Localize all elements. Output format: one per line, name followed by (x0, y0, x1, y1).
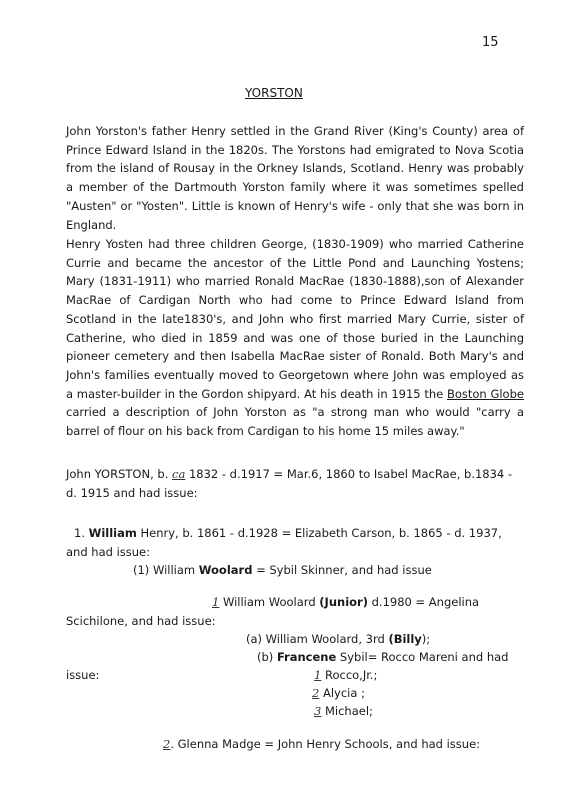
william-name: William (88, 526, 137, 540)
glenna-entry (163, 737, 480, 751)
child2-name: Alycia ; (319, 686, 365, 700)
wj-prefix: William Woolard (219, 595, 320, 609)
child1-number: 1 (314, 668, 322, 682)
circa-note: ca (172, 467, 186, 481)
page-title: YORSTON (245, 86, 303, 100)
page-number: 15 (482, 35, 499, 50)
billy-prefix: (a) William Woolard, 3rd (246, 632, 389, 646)
child-michael (314, 704, 373, 718)
john-yorston-issue: d. 1915 and had issue: (66, 486, 198, 500)
ww-details: = Sybil Skinner, and had issue (252, 563, 432, 577)
family-paragraph-end: carried a description of John Yorston as "a strong man who would "carry a barrel of flour on his back from Cardigan to his home 15 miles away." (66, 405, 524, 439)
child2-number: 2 (312, 686, 320, 700)
intro-paragraph: John Yorston's father Henry settled in the Grand River (King's County) area of Prince Edward Island in the 1820s. The Yorstons had emigrated to Nova Scotia from the island of Rousay in the Orkney Islands, Scotland. Henry was probably a member of the Dartmouth Yorston family where it was sometimes spelled "Austen" or "Yosten". Little is known of Henry's wife - only that she was born in England. (66, 124, 524, 232)
john-text: John YORSTON, b. (66, 467, 172, 481)
william-number: 1. (74, 526, 89, 540)
billy-entry (246, 632, 430, 646)
child3-number: 3 (314, 704, 322, 718)
william-junior-issue: Scichilone, and had issue: (66, 614, 216, 628)
glenna-details: . Glenna Madge = John Henry Schools, and had issue: (170, 737, 481, 751)
family-paragraph-text: Henry Yosten had three children George, (1830-1909) who married Catherine Currie and became the ancestor of the Little Pond and Launching Yostens; Mary (1831-1911) who married Ronald MacRae (1830-1888),son of Alexander MacRae of Cardigan North who had come to Prince Edward Island from Scotland in the late1830's, and John who first married Mary Currie, sister of Catherine, who died in 1859 and was one of those buried in the Launching pioneer cemetery and then Isabella MacRae sister of Ronald. Both Mary's and John's families eventually moved to Georgetown where John was employed as a master-builder in the Gordon shipyard. At his death in 1915 the (66, 237, 524, 401)
francene-prefix: (b) (257, 650, 277, 664)
child1-name: Rocco,Jr.; (321, 668, 378, 682)
william-entry (74, 526, 502, 540)
child3-name: Michael; (321, 704, 373, 718)
ww-name: Woolard (198, 563, 253, 577)
wj-number: 1 (212, 595, 220, 609)
ww-prefix: (1) William (133, 563, 199, 577)
wj-details: d.1980 = Angelina (367, 595, 480, 609)
william-details: Henry, b. 1861 - d.1928 = Elizabeth Carson, b. 1865 - d. 1937, (136, 526, 502, 540)
francene-name: Francene (276, 650, 337, 664)
wj-name: (Junior) (319, 595, 368, 609)
francene-entry (257, 650, 508, 664)
child-rocco (314, 668, 377, 682)
william-issue: and had issue: (66, 545, 150, 559)
family-paragraph (66, 235, 524, 441)
william-junior-entry (212, 595, 479, 609)
william-woolard-entry (133, 563, 432, 577)
francene-issue-label: issue: (66, 668, 100, 682)
billy-end: ); (421, 632, 431, 646)
john-dates: 1832 - d.1917 = Mar.6, 1860 to Isabel MacRae, b.1834 - (185, 467, 513, 481)
newspaper-name: Boston Globe (446, 386, 524, 401)
francene-details: Sybil= Rocco Mareni and had (336, 650, 509, 664)
billy-name: (Billy (388, 632, 422, 646)
john-yorston-entry (66, 467, 512, 481)
child-alycia (312, 686, 365, 700)
glenna-number: 2 (163, 737, 171, 751)
